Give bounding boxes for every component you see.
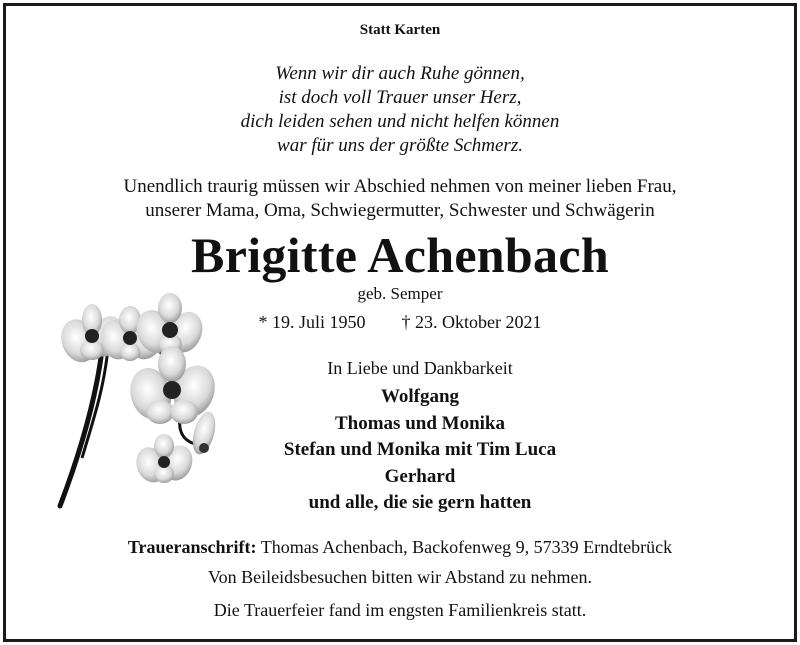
mourner-5: und alle, die sie gern hatten xyxy=(308,492,532,513)
poem-line-2: ist doch voll Trauer unser Herz, xyxy=(278,87,522,108)
birth-date: * 19. Juli 1950 xyxy=(258,312,366,332)
poem-line-4: war für uns der größte Schmerz. xyxy=(277,135,523,156)
mourner-4: Gerhard xyxy=(384,466,456,487)
deceased-name: Brigitte Achenbach xyxy=(191,227,609,283)
mourning-address xyxy=(0,537,800,558)
death-date: † 23. Oktober 2021 xyxy=(401,312,542,332)
address-label: Traueranschrift: xyxy=(127,537,257,557)
mourner-3: Stefan und Monika mit Tim Luca xyxy=(283,439,557,460)
born-name: geb. Semper xyxy=(357,284,443,303)
condolence-note: Von Beileidsbesuchen bitten wir Abstand zu nehmen. xyxy=(207,567,593,587)
mourner-2: Thomas und Monika xyxy=(334,413,505,434)
intro-line-1: Unendlich traurig müssen wir Abschied nehmen von meiner lieben Frau, xyxy=(123,176,677,197)
poem-line-3: dich leiden sehen und nicht helfen können xyxy=(240,111,560,132)
address-value: Thomas Achenbach, Backofenweg 9, 57339 Erndtebrück xyxy=(260,537,673,557)
mourner-1: Wolfgang xyxy=(380,386,460,407)
poem-line-1: Wenn wir dir auch Ruhe gönnen, xyxy=(275,63,525,84)
mourners-intro: In Liebe und Dankbarkeit xyxy=(327,358,513,378)
intro-line-2: unserer Mama, Oma, Schwiegermutter, Schwester und Schwägerin xyxy=(145,200,655,221)
header-statt-karten: Statt Karten xyxy=(359,22,441,38)
funeral-note: Die Trauerfeier fand im engsten Familienkreis statt. xyxy=(213,600,587,620)
